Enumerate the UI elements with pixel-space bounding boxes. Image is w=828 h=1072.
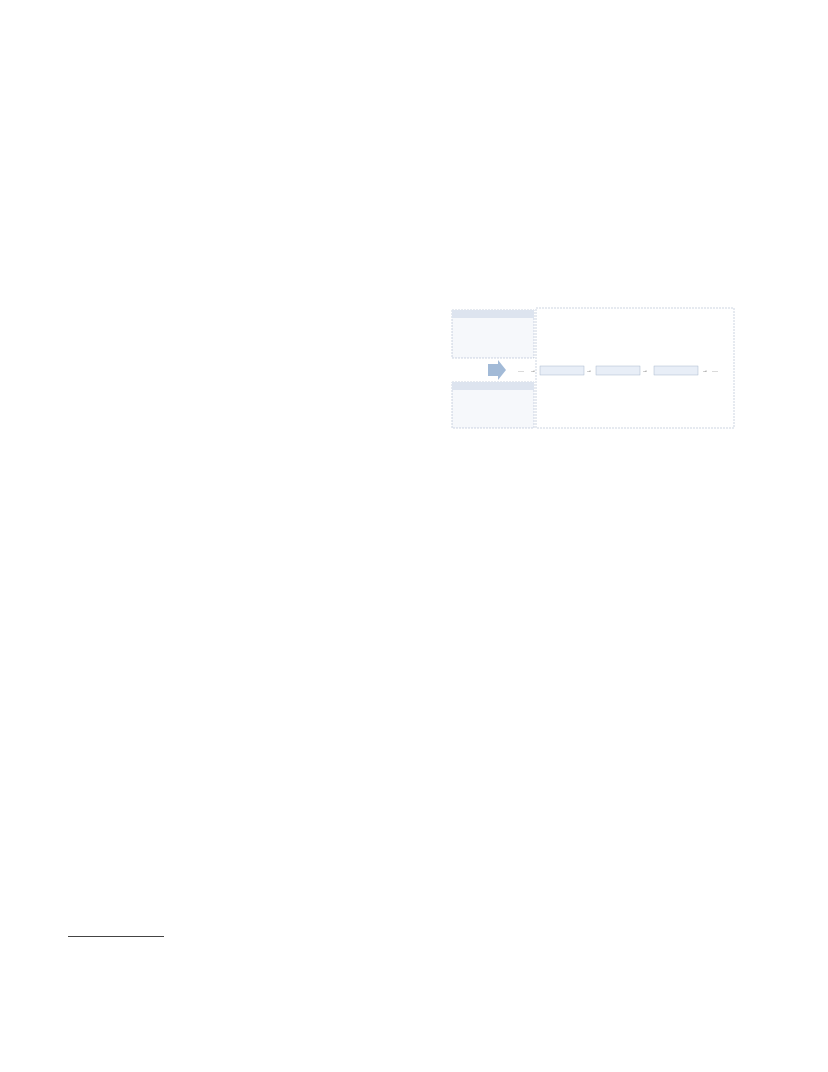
intro-paragraph	[68, 715, 388, 737]
author-block	[90, 218, 736, 267]
ellipsis: ···	[712, 369, 718, 375]
abstract-body	[68, 325, 388, 343]
cochair-dataset-header	[452, 382, 534, 390]
author-names	[90, 218, 736, 243]
social-affordance-box	[540, 366, 584, 375]
affiliations	[90, 243, 736, 268]
figure-1	[418, 292, 740, 430]
arrow-icon: →	[530, 368, 536, 374]
arrow-icon: →	[586, 368, 592, 374]
footnote-divider	[68, 936, 164, 937]
dataset-arrow	[488, 360, 506, 380]
ellipsis: ···	[518, 369, 524, 375]
social-affordance-box	[596, 366, 640, 375]
body-paragraph	[418, 524, 740, 542]
hhi-dataset-header	[452, 310, 534, 318]
footnote	[68, 938, 388, 955]
arrow-icon: →	[702, 368, 708, 374]
social-affordance-box	[654, 366, 698, 375]
body-paragraph	[418, 903, 740, 921]
arrow-icon: →	[642, 368, 648, 374]
